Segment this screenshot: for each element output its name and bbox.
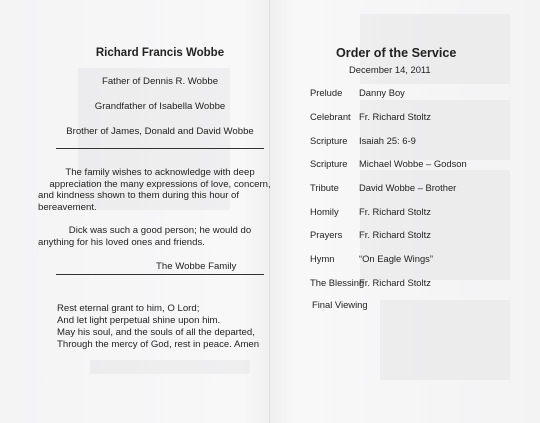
tribute-line: anything for his loved ones and friends. <box>38 236 205 248</box>
acknowledgement-line: bereavement. <box>38 201 97 213</box>
service-item-value: Fr. Richard Stoltz <box>359 229 431 240</box>
service-item-label: The Blessing <box>310 277 365 288</box>
service-item-label: Hymn <box>310 253 335 264</box>
service-item-label: Celebrant <box>310 111 351 122</box>
prayer-line: And let light perpetual shine upon him. <box>57 315 221 326</box>
service-item-label: Prayers <box>310 229 343 240</box>
right-panel <box>310 0 510 423</box>
left-panel <box>38 0 271 423</box>
prayer-line: Rest eternal grant to him, O Lord; <box>57 303 200 314</box>
service-item-value: Isaiah 25: 6-9 <box>359 135 416 146</box>
acknowledgement-paragraph <box>38 167 282 213</box>
service-item-label: Tribute <box>310 182 339 193</box>
deceased-name: Richard Francis Wobbe <box>95 47 225 59</box>
tribute-line: Dick was such a good person; he would do <box>68 225 252 236</box>
prayer-line: Through the mercy of God, rest in peace. Amen <box>57 339 260 350</box>
service-item-value: Fr. Richard Stoltz <box>359 277 431 288</box>
family-signature: The Wobbe Family <box>156 261 237 272</box>
final-viewing: Final Viewing <box>312 299 368 310</box>
service-item-value: Fr. Richard Stoltz <box>359 111 431 122</box>
service-item-label: Scripture <box>310 158 348 169</box>
service-title: Order of the Service <box>336 46 457 60</box>
service-item-value: Danny Boy <box>359 87 405 98</box>
relation-line: Grandfather of Isabella Wobbe <box>94 101 226 112</box>
divider <box>56 148 264 149</box>
divider <box>56 274 264 275</box>
prayer-line: May his soul, and the souls of all the departed, <box>57 327 255 338</box>
service-item-value: Fr. Richard Stoltz <box>359 206 431 217</box>
service-item-value: Michael Wobbe – Godson <box>359 158 467 169</box>
service-item-label: Scripture <box>310 135 348 146</box>
acknowledgement-line: The family wishes to acknowledge with deep <box>65 167 255 178</box>
acknowledgement-line: and kindness shown to them during this hour of <box>38 190 240 202</box>
relation-line: Brother of James, Donald and David Wobbe <box>66 126 254 137</box>
prayer <box>57 303 259 351</box>
acknowledgement-line: appreciation the many expressions of love, concern, <box>49 178 271 190</box>
relation-line: Father of Dennis R. Wobbe <box>101 76 219 87</box>
service-item-label: Prelude <box>310 87 343 98</box>
service-item-value: “On Eagle Wings” <box>359 253 433 264</box>
tribute-paragraph <box>38 225 282 248</box>
service-date: December 14, 2011 <box>349 64 431 75</box>
service-item-label: Homily <box>310 206 339 217</box>
service-item-value: David Wobbe – Brother <box>359 182 457 193</box>
